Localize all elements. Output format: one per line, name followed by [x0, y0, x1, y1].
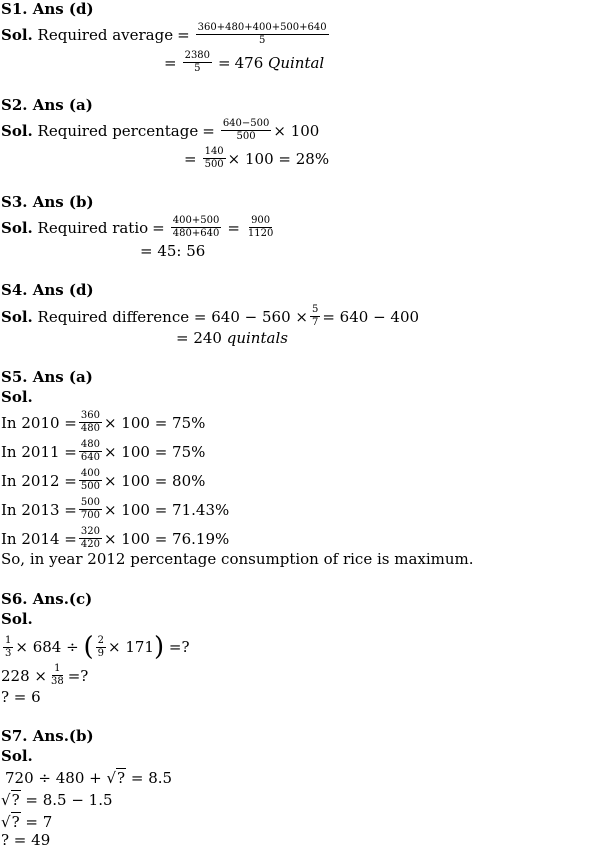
sqrt-sign: √?	[1, 791, 20, 809]
s6-expr-c: =?	[168, 638, 190, 656]
s1-line-1: Sol. Required average = $\frac{360+480+400+500+640}{5}$	[1, 22, 327, 46]
denominator: 500	[80, 481, 100, 492]
numerator: 360+480+400+500+640	[197, 22, 327, 33]
s5-heading: S5. Ans (a)	[1, 368, 93, 386]
s7-line-4: ? = 49	[1, 831, 51, 849]
s6-line-3: ? = 6	[1, 688, 41, 706]
s5-row	[1, 410, 205, 435]
s5-row-label: In 2012 =	[1, 471, 77, 490]
unknown: ?	[11, 791, 20, 809]
right-paren: )	[153, 632, 165, 662]
s6-line-1	[1, 634, 190, 660]
s5-row-result: × 100 = 80%	[103, 471, 206, 490]
s5-row-result: × 100 = 75%	[103, 442, 206, 461]
s4-expr-b: = 640 − 400	[322, 307, 420, 326]
s5-row	[1, 439, 205, 464]
unknown: ?	[11, 813, 20, 831]
s6-line-2	[1, 663, 88, 688]
denominator: 1120	[247, 228, 274, 239]
s1-fraction-2	[183, 50, 212, 75]
denominator: 3	[5, 647, 12, 659]
sqrt-sign: √?	[106, 769, 126, 787]
s2-fraction-2	[203, 146, 226, 171]
numerator: 320	[80, 526, 100, 537]
s2-fraction-1	[221, 118, 272, 143]
s7-expr-b: = 8.5 − 1.5	[25, 791, 113, 809]
s4-expr-a: = 640 − 560 ×	[193, 307, 308, 326]
s7-line-3	[1, 813, 52, 831]
denominator: 500	[204, 159, 224, 170]
s7-line-1	[5, 769, 172, 787]
s1-heading: S1. Ans (d)	[1, 0, 94, 18]
s5-row-fraction	[79, 410, 102, 435]
s7-expr-b: = 8.5	[130, 769, 173, 787]
s5-row-label: In 2014 =	[1, 529, 77, 548]
numerator: 640−500	[222, 118, 270, 129]
s2-multiplier: × 100	[273, 121, 320, 140]
s4-result: = 240	[176, 329, 222, 347]
s1-unit: Quintal	[268, 53, 325, 72]
s4-line-1	[1, 304, 419, 329]
denominator: 38	[50, 676, 64, 687]
s1-result: 476	[234, 53, 264, 72]
s6-fraction-3	[49, 663, 66, 688]
numerator: 480	[80, 439, 100, 450]
numerator: 5	[311, 304, 319, 315]
s7-heading: S7. Ans.(b)	[1, 727, 94, 745]
sol-label: Sol.	[1, 25, 33, 44]
numerator: 900	[251, 215, 271, 226]
s2-text: Required percentage	[37, 121, 199, 140]
s5-row-fraction	[79, 439, 102, 464]
denominator: 480	[80, 423, 100, 434]
s5-row	[1, 526, 229, 551]
sol-label: Sol.	[1, 121, 33, 140]
s2-result: × 100 = 28%	[227, 149, 330, 168]
s3-result: = 45: 56	[140, 242, 206, 260]
numerator: 400+500	[172, 215, 220, 226]
s4-text: Required difference	[37, 307, 190, 326]
numerator: 2380	[184, 50, 211, 61]
s4-heading: S4. Ans (d)	[1, 281, 94, 299]
sqrt-sign: √?	[1, 813, 20, 831]
s2-line-1: Sol. Required percentage = $\frac{640-500}{500}$ × 100	[1, 118, 320, 142]
numerator: 500	[80, 497, 100, 508]
sol-label: Sol.	[1, 610, 33, 628]
s4-fraction	[310, 304, 320, 329]
s1-text: Required average	[37, 25, 174, 44]
s3-line-1: Sol. Required ratio = $\frac{400+500}{480+640}$ = $\frac{900}{1120}$	[1, 215, 274, 239]
sol-label: Sol.	[1, 218, 33, 237]
s4-line-2	[176, 329, 288, 347]
s7-expr-a: 720 ÷ 480 +	[5, 769, 102, 787]
s6-expr-a: × 684 ÷	[15, 638, 79, 656]
s7-expr-b: = 7	[25, 813, 53, 831]
numerator: 400	[80, 468, 100, 479]
s6-expr-b: × 171	[108, 638, 154, 656]
s3-text: Required ratio	[37, 218, 149, 237]
denominator: 480+640	[172, 228, 220, 239]
denominator: 5	[194, 63, 201, 74]
numerator: 1	[5, 634, 12, 646]
s2-heading: S2. Ans (a)	[1, 96, 93, 114]
numerator: 1	[54, 663, 61, 674]
s5-conclusion: So, in year 2012 percentage consumption of rice is maximum.	[1, 550, 474, 568]
denominator: 7	[311, 317, 319, 328]
numerator: 140	[204, 146, 224, 157]
s5-row	[1, 497, 229, 522]
s7-line-2	[1, 791, 113, 809]
s1-line-2: = $\frac{2380}{5}$ = 476 Quintal	[164, 50, 325, 74]
s5-row-fraction	[79, 526, 102, 551]
sol-label: Sol.	[1, 307, 33, 326]
s5-row-result: × 100 = 76.19%	[103, 529, 230, 548]
s6-expr-b: =?	[67, 666, 89, 685]
s1-fraction-1	[196, 22, 329, 47]
s3-heading: S3. Ans (b)	[1, 193, 94, 211]
sol-label: Sol.	[1, 747, 33, 765]
denominator: 5	[258, 35, 266, 46]
s5-row	[1, 468, 205, 493]
s5-row-label: In 2010 =	[1, 413, 77, 432]
unknown: ?	[117, 769, 126, 787]
s3-fraction-1	[171, 215, 222, 240]
s5-row-label: In 2013 =	[1, 500, 77, 519]
denominator: 700	[80, 510, 100, 521]
s2-line-2: = $\frac{140}{500}$ × 100 = 28%	[184, 146, 330, 170]
s6-fraction-2	[96, 635, 106, 660]
numerator: 360	[80, 410, 100, 421]
s5-row-result: × 100 = 75%	[103, 413, 206, 432]
left-paren: (	[83, 632, 94, 662]
sol-label: Sol.	[1, 388, 33, 406]
denominator: 640	[80, 452, 100, 463]
s4-unit: quintals	[226, 329, 288, 347]
s6-heading: S6. Ans.(c)	[1, 590, 93, 608]
s5-row-result: × 100 = 71.43%	[103, 500, 230, 519]
denominator: 420	[80, 539, 100, 550]
s3-fraction-2	[246, 215, 275, 240]
s5-row-fraction	[79, 497, 102, 522]
numerator: 2	[97, 634, 104, 646]
denominator: 500	[236, 131, 256, 142]
s6-expr-a: 228 ×	[1, 666, 47, 685]
denominator: 9	[97, 647, 104, 659]
s5-row-label: In 2011 =	[1, 442, 77, 461]
s6-fraction-1	[3, 635, 13, 660]
s5-row-fraction	[79, 468, 102, 493]
